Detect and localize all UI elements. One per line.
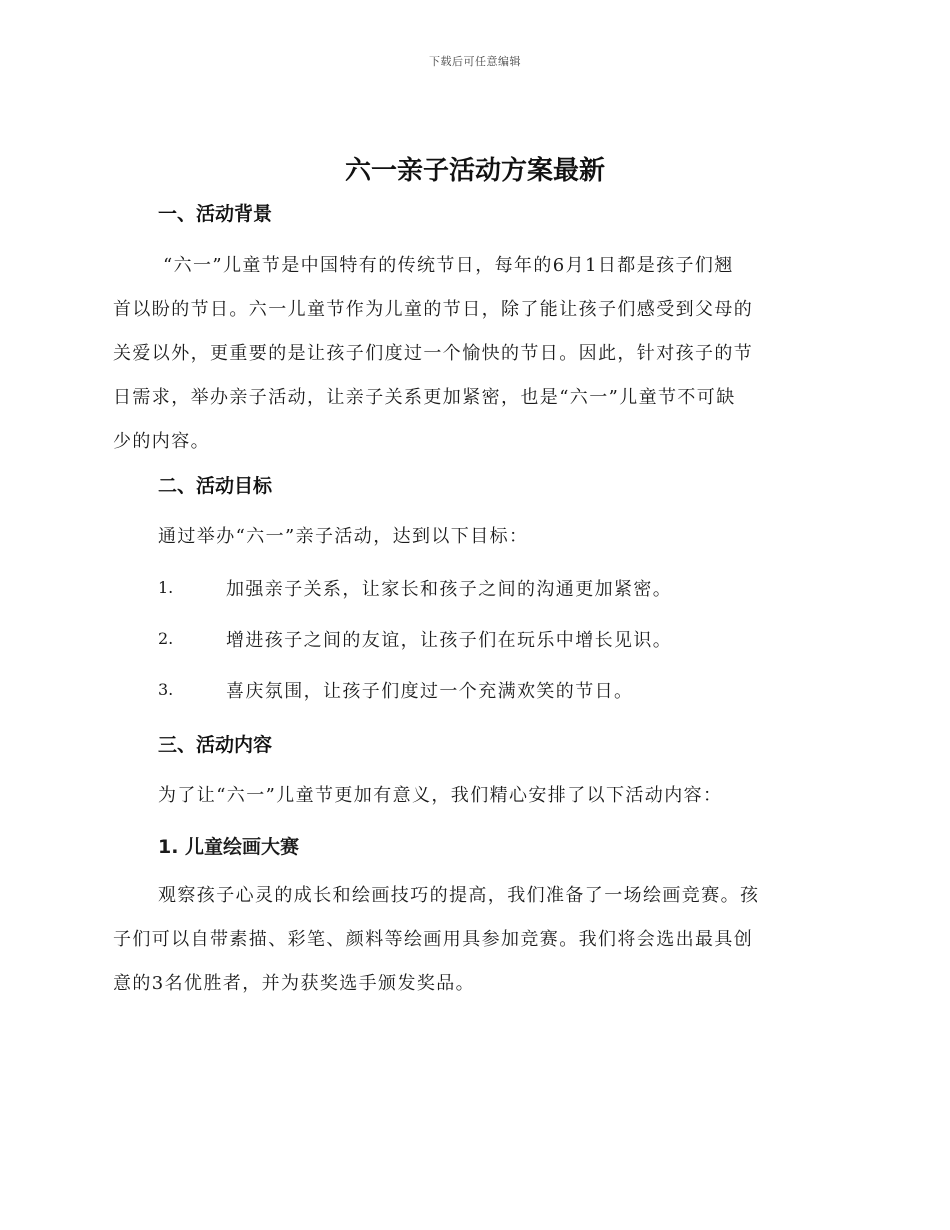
section-heading-goals: 二、活动目标	[158, 475, 273, 497]
list-item: 增进孩子之间的友谊，让孩子们在玩乐中增长见识。	[226, 630, 673, 651]
paragraph-line: “六一”儿童节是中国特有的传统节日，每年的6月1日都是孩子们翘	[163, 255, 734, 276]
paragraph-line: 日需求，举办亲子活动，让亲子关系更加紧密，也是“六一”儿童节不可缺	[113, 387, 736, 408]
background-paragraph	[113, 244, 833, 464]
list-item-number: 3.	[158, 680, 174, 699]
paragraph-line: 少的内容。	[113, 431, 210, 452]
page-header: 下载后可任意编辑	[429, 55, 521, 68]
list-item: 加强亲子关系，让家长和孩子之间的沟通更加紧密。	[226, 579, 673, 600]
section-heading-background: 一、活动背景	[158, 203, 273, 225]
paragraph-line: 观察孩子心灵的成长和绘画技巧的提高，我们准备了一场绘画竞赛。孩	[158, 885, 760, 906]
paragraph-line: 关爱以外，更重要的是让孩子们度过一个愉快的节日。因此，针对孩子的节	[113, 343, 754, 364]
list-item-number: 2.	[158, 629, 174, 648]
paragraph-line: 子们可以自带素描、彩笔、颜料等绘画用具参加竞赛。我们将会选出最具创	[113, 929, 754, 950]
drawing-contest-paragraph	[113, 874, 833, 1006]
goals-intro: 通过举办“六一”亲子活动，达到以下目标：	[158, 526, 529, 547]
list-item-number: 1.	[158, 578, 174, 597]
paragraph-line: 意的3名优胜者，并为获奖选手颁发奖品。	[113, 973, 476, 994]
subsection-heading-drawing-contest: 1. 儿童绘画大赛	[158, 836, 300, 858]
list-item: 喜庆氛围，让孩子们度过一个充满欢笑的节日。	[226, 681, 634, 702]
document-title: 六一亲子活动方案最新	[344, 156, 605, 186]
paragraph-line: 首以盼的节日。六一儿童节作为儿童的节日，除了能让孩子们感受到父母的	[113, 299, 754, 320]
content-intro: 为了让“六一”儿童节更加有意义，我们精心安排了以下活动内容：	[158, 785, 723, 806]
section-heading-content: 三、活动内容	[158, 734, 273, 756]
